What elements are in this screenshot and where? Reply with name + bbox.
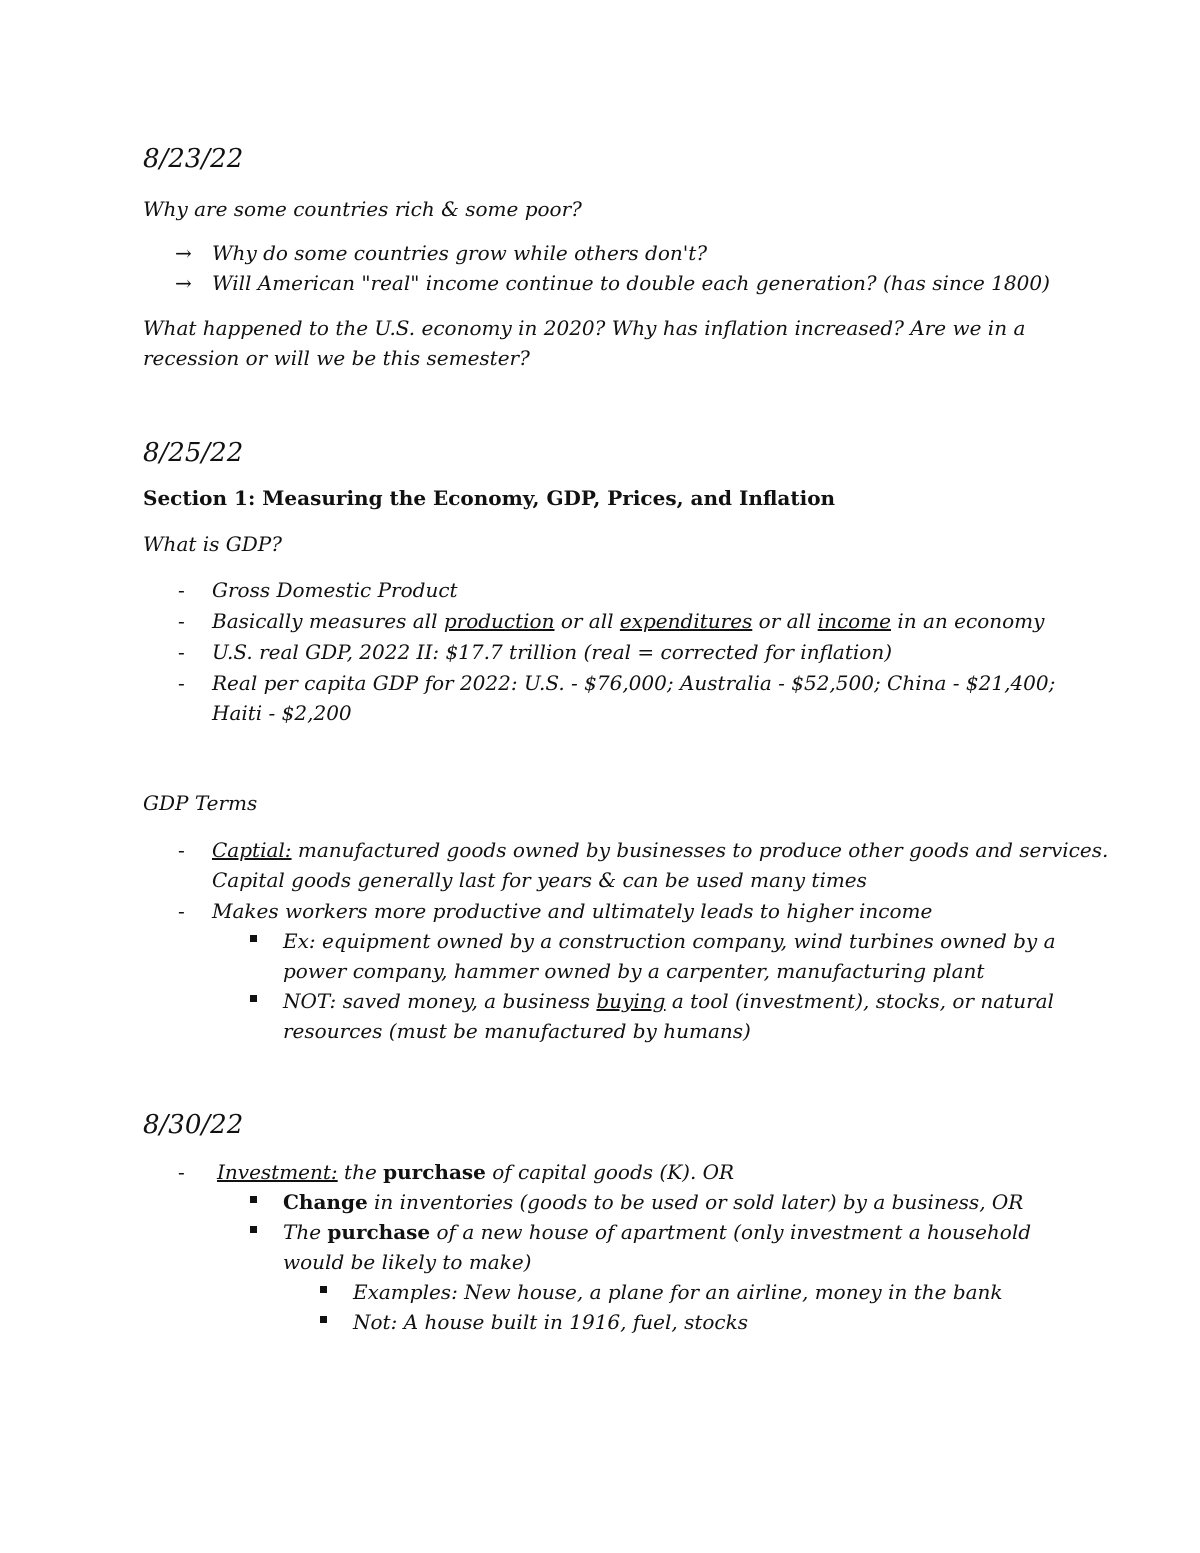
underlined-term: Captial: [212,838,292,862]
bullet-item-continued: Haiti - $2,200 [212,701,352,725]
dash-bullet: - [178,838,185,862]
question-text: recession or will we be this semester? [143,346,530,370]
square-bullet-icon [320,1286,327,1293]
question-text: Why are some countries rich & some poor? [143,197,582,221]
dash-bullet: - [178,671,185,695]
arrow-item: Will American "real" income continue to double each generation? (has since 1800) [212,271,1050,295]
underlined-term: income [817,609,892,633]
bold-term: Change [283,1190,368,1214]
sub-bullet-item: The purchase of a new house of apartment (only investment a household [283,1220,1032,1244]
bullet-item: Makes workers more productive and ultimately leads to higher income [212,899,933,923]
square-bullet-icon [250,1196,257,1203]
arrow-icon: → [175,241,192,265]
arrow-icon: → [175,271,192,295]
sub-bullet-item-continued: power company, hammer owned by a carpenter, manufacturing plant [283,959,985,983]
sub-bullet-item: NOT: saved money, a business buying a tool (investment), stocks, or natural [283,989,1054,1013]
dash-bullet: - [178,1160,185,1184]
sub-sub-bullet-item: Not: A house built in 1916, fuel, stocks [353,1310,749,1334]
bold-term: purchase [327,1220,431,1244]
bullet-item: Investment: the purchase of capital goods (K). OR [217,1160,735,1184]
question-text: What happened to the U.S. economy in 2020? Why has inflation increased? Are we in a [143,316,1026,340]
bullet-item: Basically measures all production or all expenditures or all income in an economy [212,609,1045,633]
date-heading: 8/23/22 [143,144,244,174]
sub-bullet-item-continued: would be likely to make) [283,1250,532,1274]
sub-bullet-item: Change in inventories (goods to be used or sold later) by a business, OR [283,1190,1024,1214]
square-bullet-icon [250,935,257,942]
arrow-item: Why do some countries grow while others don't? [212,241,708,265]
sub-bullet-item-continued: resources (must be manufactured by humans) [283,1019,751,1043]
bold-term: purchase [383,1160,486,1184]
dash-bullet: - [178,640,185,664]
section-heading: Section 1: Measuring the Economy, GDP, Prices, and Inflation [143,486,836,510]
question-text: What is GDP? [143,532,282,556]
square-bullet-icon [250,1226,257,1233]
underlined-term: buying [596,989,666,1013]
bullet-item: Gross Domestic Product [212,578,458,602]
square-bullet-icon [320,1316,327,1323]
square-bullet-icon [250,995,257,1002]
date-heading: 8/25/22 [143,438,244,468]
bullet-item: Real per capita GDP for 2022: U.S. - $76,000; Australia - $52,500; China - $21,400; [212,671,1056,695]
bullet-item: Captial: manufactured goods owned by businesses to produce other goods and services. [212,838,1109,862]
dash-bullet: - [178,609,185,633]
subsection-title: GDP Terms [143,791,258,815]
sub-sub-bullet-item: Examples: New house, a plane for an airline, money in the bank [353,1280,1003,1304]
underlined-term: expenditures [619,609,753,633]
date-heading: 8/30/22 [143,1110,244,1140]
dash-bullet: - [178,899,185,923]
sub-bullet-item: Ex: equipment owned by a construction company, wind turbines owned by a [283,929,1056,953]
bullet-item-continued: Capital goods generally last for years & can be used many times [212,868,867,892]
underlined-term: production [443,609,555,633]
bullet-item: U.S. real GDP, 2022 II: $17.7 trillion (real = corrected for inflation) [212,640,892,664]
dash-bullet: - [178,578,185,602]
underlined-term: Investment: [217,1160,338,1184]
